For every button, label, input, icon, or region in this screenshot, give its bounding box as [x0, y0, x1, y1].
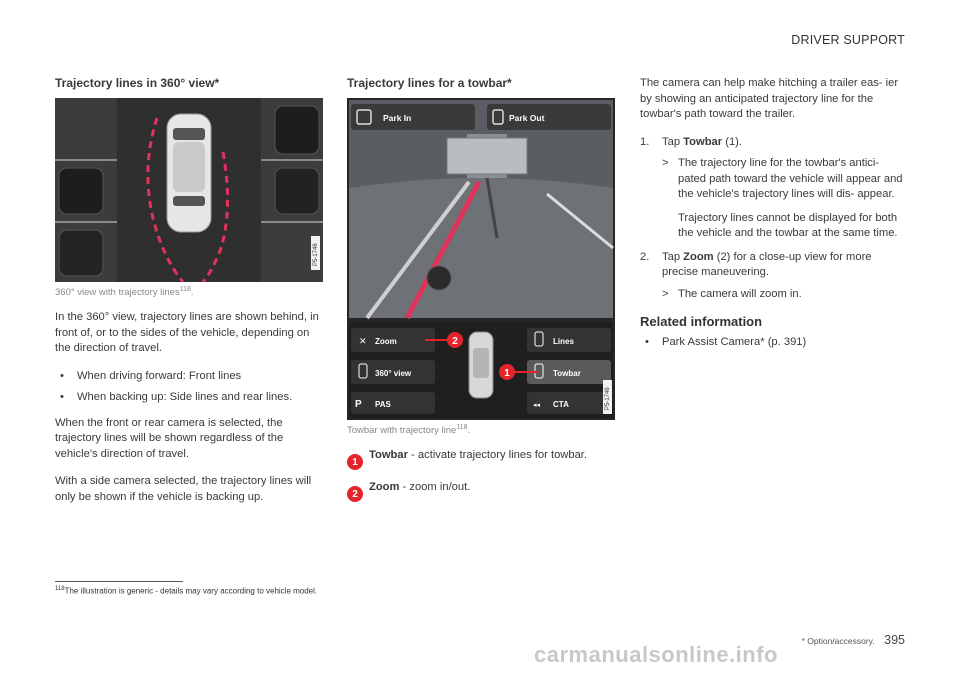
- callout-2-marker: 2: [452, 336, 458, 347]
- term-towbar: Towbar: [369, 449, 408, 462]
- column-instructions: [640, 76, 910, 361]
- figure-360-view: [55, 98, 323, 282]
- list-item: • When driving forward: Front lines: [55, 369, 323, 385]
- footnote-divider: [55, 581, 183, 582]
- list-item: • When backing up: Side lines and rear lines.: [55, 390, 323, 406]
- step-item: 1. Tap Towbar (1). > The trajectory line for the towbar's antici- pated path toward the vehicle will appear and the vehicle's trajectory lines will dis- appear. Trajectory lines cannot be displayed for both the vehicle and the towbar at the same time.: [640, 135, 910, 242]
- paragraph-front-rear-camera: When the front or rear camera is selected, the trajectory lines will be shown regardless of the vehicle's direction of travel.: [55, 416, 284, 460]
- callout-number-1: 1: [347, 454, 363, 470]
- column-360-view: [55, 76, 323, 517]
- cta-icon: ◂◂: [533, 402, 541, 409]
- paragraph-side-camera: With a side camera selected, the trajectory lines will only be shown if the vehicle is backing up.: [55, 475, 312, 503]
- figure-code: P5-1746: [605, 387, 611, 410]
- figure-caption-360: 360° view with trajectory lines$^{118}$.: [55, 286, 194, 299]
- zoom-icon: ✕: [359, 336, 367, 346]
- related-information-title: Related information: [640, 314, 763, 329]
- paragraph-intro-360: In the 360° view, trajectory lines are shown behind, in front of, or to the sides of the vehicle, depending on the direction of travel.: [55, 311, 319, 355]
- view-360-button[interactable]: 360° view: [375, 369, 412, 378]
- related-link-park-assist[interactable]: • Park Assist Camera* (p. 391): [640, 335, 910, 351]
- section-title-360: Trajectory lines in 360° view*: [55, 76, 220, 90]
- page-number: 395: [884, 633, 905, 647]
- illustration-towbar-screen: [347, 98, 615, 420]
- pas-button[interactable]: PAS: [375, 400, 391, 409]
- legend-item-towbar: 1 Towbar - activate trajectory lines for towbar.: [347, 448, 615, 470]
- figure-code: P5-1746: [313, 243, 319, 266]
- related-links: [640, 335, 910, 351]
- park-in-button[interactable]: Park In: [383, 113, 412, 123]
- legend-item-zoom: 2 Zoom - zoom in/out.: [347, 480, 615, 502]
- page-footer: [802, 633, 905, 647]
- towbar-button[interactable]: Towbar: [553, 369, 581, 378]
- callout-number-2: 2: [347, 486, 363, 502]
- callout-1-marker: 1: [504, 368, 510, 379]
- park-out-button[interactable]: Park Out: [509, 113, 545, 123]
- pas-icon: P: [355, 399, 362, 410]
- section-header: DRIVER SUPPORT: [791, 33, 905, 47]
- term-zoom: Zoom: [369, 481, 400, 494]
- lines-button[interactable]: Lines: [553, 337, 574, 346]
- step-result: > The trajectory line for the towbar's antici- pated path toward the vehicle will appear and the vehicle's trajectory lines will dis- appear. Trajectory lines cannot be displayed for both the vehicle and the towbar at the same time.: [662, 156, 910, 242]
- section-title-towbar: Trajectory lines for a towbar*: [347, 76, 512, 90]
- footnote: $^{118}$The illustration is generic - details may vary according to vehicle model.: [55, 586, 318, 596]
- figure-caption-towbar: Towbar with trajectory line$^{118}$.: [347, 424, 471, 437]
- zoom-button[interactable]: Zoom: [375, 337, 397, 346]
- cta-button[interactable]: CTA: [553, 400, 569, 409]
- watermark: carmanualsonline.info: [534, 642, 778, 667]
- option-accessory-note: * Option/accessory.: [801, 636, 875, 646]
- step-item: 2. Tap Zoom (2) for a close-up view for more precise maneuvering. > The camera will zoom in.: [640, 250, 910, 303]
- bullet-list-directions: [55, 369, 323, 406]
- figure-towbar-screen: [347, 98, 615, 420]
- paragraph-intro-towbar: The camera can help make hitching a trailer eas- ier by showing an anticipated trajectory line for the towbar's path toward the trailer.: [640, 77, 899, 120]
- steps-list: [640, 135, 910, 303]
- illustration-360-view: [55, 98, 323, 282]
- step-note: Trajectory lines cannot be displayed for both the vehicle and the towbar at the same time.: [678, 211, 898, 239]
- column-towbar: [347, 76, 615, 512]
- step-result: > The camera will zoom in.: [662, 287, 802, 300]
